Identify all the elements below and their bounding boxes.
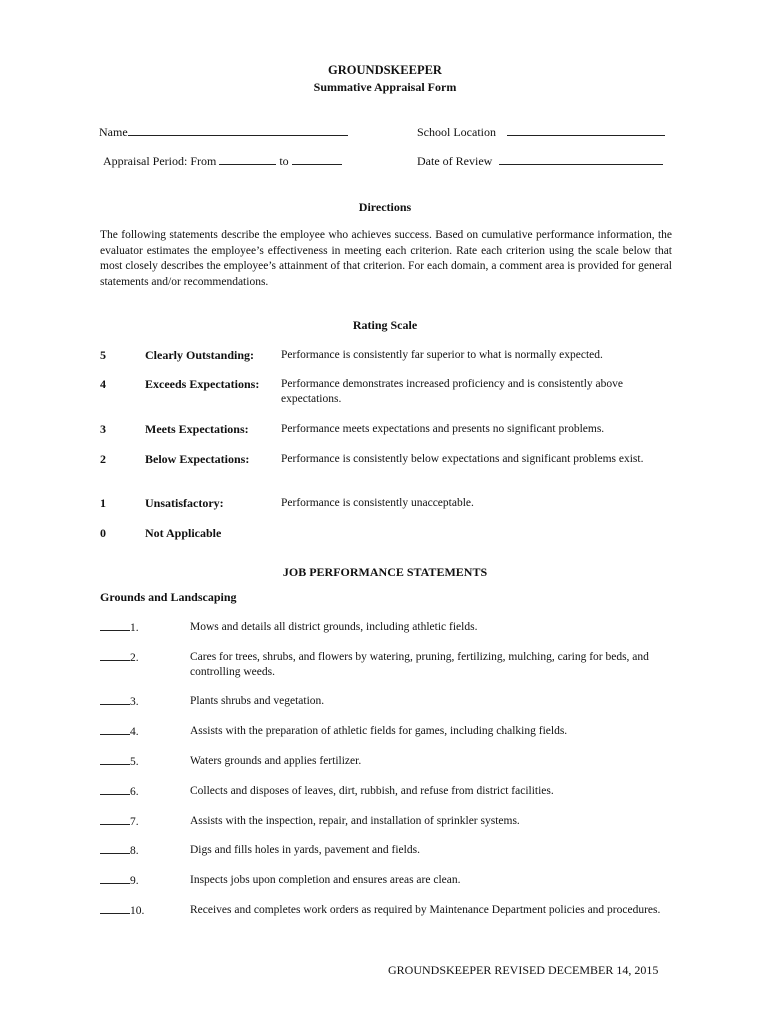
item-number[interactable]: 1. [100,620,139,634]
directions-heading: Directions [358,200,412,214]
rating-label: Meets Expectations: [145,422,249,436]
item-text: Inspects jobs upon completion and ensures areas are clean. [190,874,461,886]
appraisal-period-label: Appraisal Period: From [103,154,217,168]
rating-label: Exceeds Expectations: [145,377,260,391]
name-blank[interactable] [128,125,348,136]
date-of-review-blank[interactable] [499,154,663,165]
rating-number: 1 [100,496,106,510]
rating-description: Performance is consistently below expectations and significant problems exist. [281,453,644,465]
item-number[interactable]: 8. [100,843,139,857]
item-number[interactable]: 6. [100,784,139,798]
item-number[interactable]: 3. [100,694,139,708]
name-label: Name [99,125,128,139]
rating-label: Below Expectations: [145,452,250,466]
rating-label: Not Applicable [145,526,222,540]
rating-description: Performance is consistently unacceptable. [281,497,474,509]
school-location-blank[interactable] [507,125,665,136]
rating-blank[interactable] [100,724,130,735]
rating-blank[interactable] [100,814,130,825]
rating-label: Clearly Outstanding: [145,348,255,362]
date-of-review-field[interactable] [417,154,663,169]
item-text: Collects and disposes of leaves, dirt, rubbish, and refuse from district facilities. [190,785,554,797]
school-location-label: School Location [417,125,496,139]
item-text: Assists with the inspection, repair, and installation of sprinkler systems. [190,815,520,827]
period-to-label: to [279,154,289,168]
rating-label: Unsatisfactory: [145,496,224,510]
rating-number: 0 [100,526,106,540]
item-text: Assists with the preparation of athletic fields for games, including chalking fields. [190,725,568,737]
rating-blank[interactable] [100,784,130,795]
date-of-review-label: Date of Review [417,154,493,168]
rating-number: 2 [100,452,106,466]
rating-description: Performance meets expectations and presents no significant problems. [281,423,605,435]
directions-text: The following statements describe the employee who achieves success. Based on cumulative performance information, the evaluator estimates the employee’s effectiveness in meeting each criterion. Rate each criterion using the scale below that most closely describes the employee’s attainment of that criterion. For each domain, a comment area is provided for general statements and/or recommendations. [100,229,672,288]
job-performance-heading: JOB PERFORMANCE STATEMENTS [282,565,488,579]
item-number[interactable]: 4. [100,724,139,738]
item-text: Receives and completes work orders as required by Maintenance Department policies and procedures. [190,904,661,916]
item-number[interactable]: 10. [100,903,144,917]
item-number[interactable]: 2. [100,650,139,664]
name-field[interactable] [99,125,348,140]
item-number[interactable]: 9. [100,873,139,887]
rating-blank[interactable] [100,873,130,884]
period-to-blank[interactable] [292,154,342,165]
rating-blank[interactable] [100,650,130,661]
form-title: GROUNDSKEEPER [328,63,442,77]
item-number[interactable]: 7. [100,814,139,828]
item-number[interactable]: 5. [100,754,139,768]
item-text: Digs and fills holes in yards, pavement and fields. [190,844,420,856]
rating-description: Performance demonstrates increased proficiency and is consistently above expectations. [281,378,624,405]
page-footer: GROUNDSKEEPER REVISED DECEMBER 14, 2015 [388,963,659,977]
rating-scale-heading: Rating Scale [352,318,418,332]
rating-number: 4 [100,377,106,391]
rating-blank[interactable] [100,620,130,631]
school-location-field[interactable] [417,125,665,140]
appraisal-period-field[interactable] [103,154,342,169]
section-title: Grounds and Landscaping [100,590,237,604]
rating-number: 5 [100,348,106,362]
item-text: Plants shrubs and vegetation. [190,695,325,707]
item-text: Waters grounds and applies fertilizer. [190,755,362,767]
period-from-blank[interactable] [219,154,276,165]
rating-number: 3 [100,422,106,436]
item-text: Cares for trees, shrubs, and flowers by watering, pruning, fertilizing, mulching, caring for beds, and controlling weeds. [190,651,649,678]
rating-description: Performance is consistently far superior to what is normally expected. [281,349,603,361]
rating-blank[interactable] [100,694,130,705]
rating-blank[interactable] [100,754,130,765]
rating-blank[interactable] [100,843,130,854]
item-text: Mows and details all district grounds, including athletic fields. [190,621,478,633]
rating-blank[interactable] [100,903,130,914]
form-subtitle: Summative Appraisal Form [313,80,457,94]
